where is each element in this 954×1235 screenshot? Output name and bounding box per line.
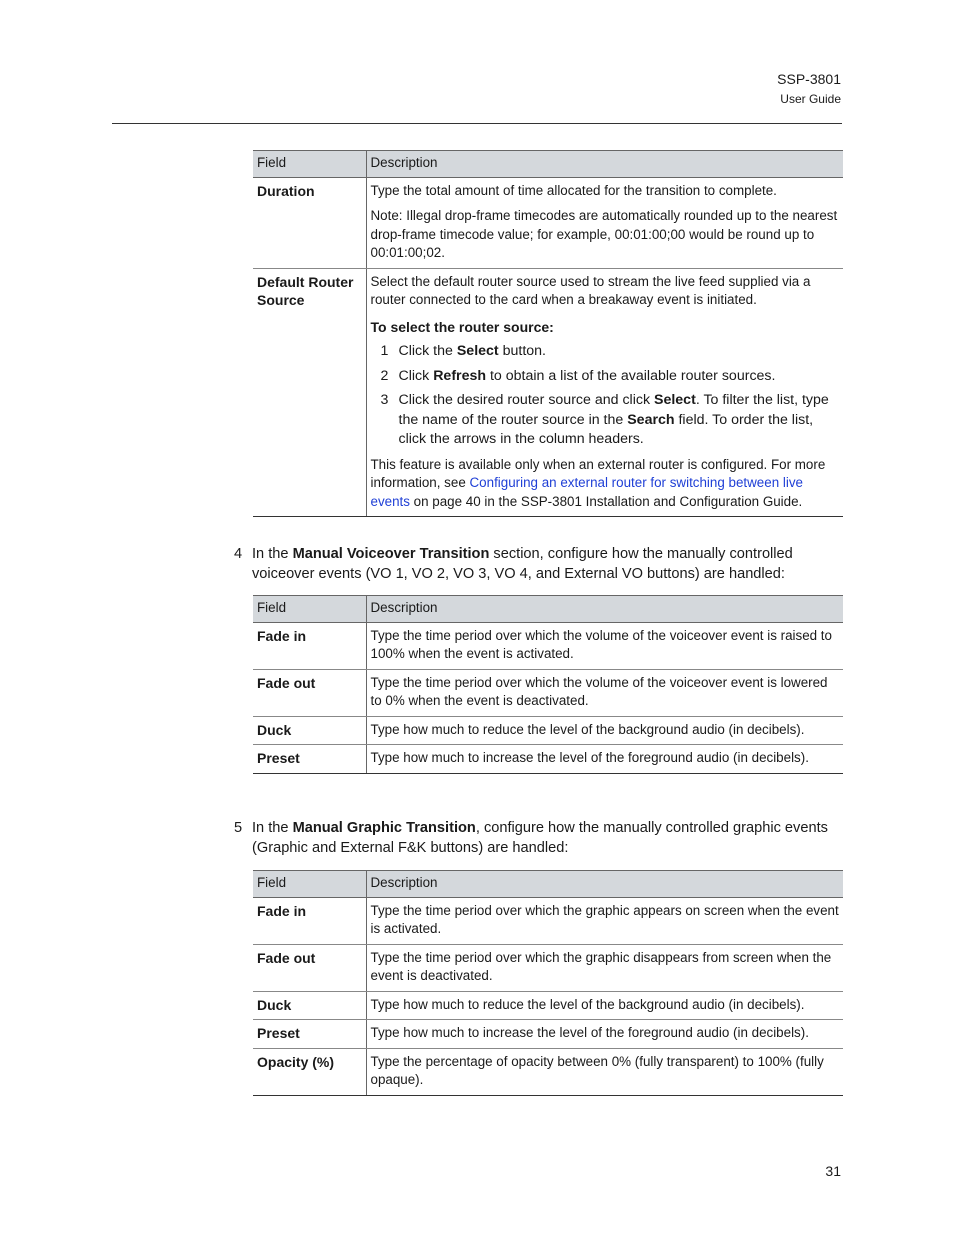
table-header-row xyxy=(253,151,843,178)
transition-fields-table xyxy=(253,150,843,517)
description-text: Type the total amount of time allocated for the transition to complete. xyxy=(370,182,777,198)
field-name: Fade out xyxy=(253,669,366,716)
field-name: Preset xyxy=(253,745,366,774)
table-row xyxy=(253,991,843,1020)
field-description: Type how much to increase the level of the foreground audio (in decibels). xyxy=(366,1020,843,1049)
field-name: Duck xyxy=(253,716,366,745)
instruction-step-4 xyxy=(234,544,834,584)
table-row xyxy=(253,1048,843,1095)
document-title: SSP-3801 xyxy=(777,71,841,87)
cross-reference-link[interactable]: Configuring an external router for switching between live events xyxy=(370,475,803,509)
field-description: Type how much to reduce the level of the background audio (in decibels). xyxy=(366,716,843,745)
graphic-fields-table xyxy=(253,870,843,1096)
table-header-row xyxy=(253,596,843,623)
procedure-step xyxy=(371,342,840,362)
instruction-step-5 xyxy=(234,818,834,858)
field-name: Duck xyxy=(253,991,366,1020)
description-note: This feature is available only when an external router is configured. For more information, see Configuring an external router for switching between live events on page 40 in the SSP-3801 Installation and Configuration Guide. xyxy=(370,456,826,509)
field-description xyxy=(366,268,843,517)
description-note: Note: Illegal drop-frame timecodes are automatically rounded up to the nearest drop-frame timecode value; for example, 00:01:00;00 would be round up to 00:01:00;02. xyxy=(370,208,838,260)
field-description xyxy=(366,177,843,268)
field-description: Type the time period over which the volume of the voiceover event is lowered to 0% when the event is deactivated. xyxy=(366,669,843,716)
step-number: 4 xyxy=(234,546,243,562)
step-number: 1 xyxy=(380,343,389,359)
field-name: Fade in xyxy=(253,897,366,944)
field-description: Type the time period over which the graphic appears on screen when the event is activated. xyxy=(366,897,843,944)
table-row xyxy=(253,1020,843,1049)
field-name: Preset xyxy=(253,1020,366,1049)
field-name: Opacity (%) xyxy=(253,1048,366,1095)
column-header-field: Field xyxy=(253,871,366,898)
step-text: In the Manual Voiceover Transition section, configure how the manually controlled voiceover events (VO 1, VO 2, VO 3, VO 4, and External VO buttons) are handled: xyxy=(252,546,793,582)
table-row xyxy=(253,622,843,669)
step-number: 2 xyxy=(380,367,389,384)
step-number: 3 xyxy=(380,392,389,408)
field-name: Default Router Source xyxy=(253,268,366,517)
table-header-row xyxy=(253,871,843,898)
column-header-field: Field xyxy=(253,151,366,178)
field-description: Type the time period over which the graphic disappears from screen when the event is deactivated. xyxy=(366,944,843,991)
description-text: Select the default router source used to stream the live feed supplied via a router connected to the card when a breakaway event is initiated. xyxy=(370,273,811,307)
table-row-duration xyxy=(253,177,843,268)
field-description: Type how much to reduce the level of the background audio (in decibels). xyxy=(366,991,843,1020)
header-rule xyxy=(112,123,842,124)
table-row-default-router-source xyxy=(253,268,843,517)
field-name: Fade in xyxy=(253,622,366,669)
procedure-step xyxy=(371,391,840,450)
field-name: Fade out xyxy=(253,944,366,991)
table-row xyxy=(253,669,843,716)
table-row xyxy=(253,897,843,944)
table-row xyxy=(253,944,843,991)
table-row xyxy=(253,745,843,774)
column-header-description: Description xyxy=(366,596,843,623)
step-text: Click Refresh to obtain a list of the available router sources. xyxy=(398,367,776,384)
step-text: Click the Select button. xyxy=(398,343,546,359)
document-subtitle: User Guide xyxy=(780,92,841,106)
table-row xyxy=(253,716,843,745)
procedure-step xyxy=(371,367,840,387)
page-number: 31 xyxy=(825,1163,841,1179)
field-description: Type the time period over which the volume of the voiceover event is raised to 100% when the event is activated. xyxy=(366,622,843,669)
field-description: Type the percentage of opacity between 0% (fully transparent) to 100% (fully opaque). xyxy=(366,1048,843,1095)
voiceover-fields-table xyxy=(253,595,843,774)
field-name: Duration xyxy=(253,177,366,268)
step-number: 5 xyxy=(234,820,243,836)
step-text: Click the desired router source and click Select. To filter the list, type the name of the router source in the Search field. To order the list, click the arrows in the column headers. xyxy=(398,392,829,447)
step-text: In the Manual Graphic Transition, configure how the manually controlled graphic events (Graphic and External F&K buttons) are handled: xyxy=(252,820,828,856)
procedure-heading: To select the router source: xyxy=(370,318,554,335)
column-header-description: Description xyxy=(366,871,843,898)
column-header-field: Field xyxy=(253,596,366,623)
column-header-description: Description xyxy=(366,151,843,178)
field-description: Type how much to increase the level of the foreground audio (in decibels). xyxy=(366,745,843,774)
